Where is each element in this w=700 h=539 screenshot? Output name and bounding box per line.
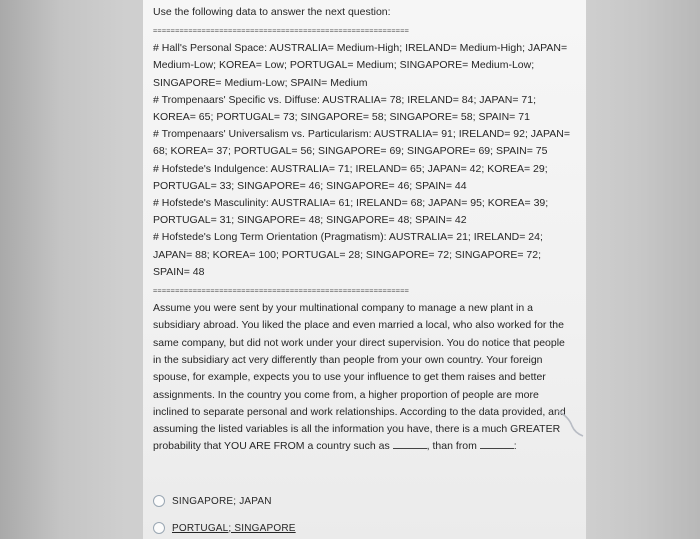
question-intro: Use the following data to answer the next question: — [153, 6, 391, 18]
data-line-hofstede-indulgence: # Hofstede's Indulgence: AUSTRALIA= 71; IRELAND= 65; JAPAN= 42; KOREA= 29; PORTUGAL= 33; SINGAPORE= 46; SINGAPORE= 46; SPAIN= 44 — [153, 162, 548, 192]
answer-blank-2 — [480, 438, 514, 449]
answer-option-1[interactable] — [153, 492, 574, 511]
answer-blank-1 — [393, 438, 427, 449]
radio-button-icon[interactable] — [153, 522, 165, 534]
answer-option-label: PORTUGAL; SINGAPORE — [172, 522, 296, 534]
scenario-text-part2: , than from — [426, 440, 477, 453]
separator-bottom: ========================================================== — [153, 287, 410, 296]
data-line-hofstede-masculinity: # Hofstede's Masculinity: AUSTRALIA= 61; IRELAND= 68; JAPAN= 95; KOREA= 39; PORTUGAL= 31; SINGAPORE= 48; SINGAPORE= 48; SPAIN= 42 — [153, 197, 549, 227]
separator-top: ========================================================== — [153, 27, 410, 36]
data-line-hall-personal-space: # Hall's Personal Space: AUSTRALIA= Medium-High; IRELAND= Medium-High; JAPAN= Medium-Low; KOREA= Low; PORTUGAL= Medium; SINGAPORE= Medium-Low; SINGAPORE= Medium-Low; SPAIN= Medium — [153, 42, 568, 89]
scenario-text-part1: Assume you were sent by your multinational company to manage a new plant in a subsidiary abroad. You liked the place and even married a local, who also worked for the same company, but did not work under your direct supervision. You do notice that people in the subsidiary act very differently than people from your own country. Your foreign spouse, for example, expects you to use your influence to get them raises and better assignments. In the country you come from, a higher proportion of people are more inclined to separate personal and work relationships. According to the data provided, and assuming the listed variables is all the information you have, there is a much GREATER probability that YOU ARE FROM a country such as — [153, 302, 566, 453]
answer-option-2[interactable] — [153, 519, 574, 538]
data-line-hofstede-long-term-orientation: # Hofstede's Long Term Orientation (Pragmatism): AUSTRALIA= 21; IRELAND= 24; JAPAN= 88; KOREA= 100; PORTUGAL= 28; SINGAPORE= 72; SINGAPORE= 72; SPAIN= 48 — [153, 231, 543, 278]
scenario-text-end: : — [513, 440, 517, 453]
answer-option-label: SINGAPORE; JAPAN — [172, 495, 272, 507]
scenario-text — [153, 300, 574, 456]
data-line-trompenaars-specific-diffuse: # Trompenaars' Specific vs. Diffuse: AUSTRALIA= 78; IRELAND= 84; JAPAN= 71; KOREA= 65; PORTUGAL= 73; SINGAPORE= 58; SINGAPORE= 58; SPAIN= 71 — [153, 93, 536, 124]
question-panel — [143, 0, 586, 539]
data-block — [153, 40, 574, 281]
answer-options — [153, 492, 574, 538]
pen-stroke-icon — [555, 408, 585, 438]
data-line-trompenaars-universalism: # Trompenaars' Universalism vs. Particularism: AUSTRALIA= 91; IRELAND= 92; JAPAN= 68; KOREA= 37; PORTUGAL= 56; SINGAPORE= 69; SINGAPORE= 69; SPAIN= 75 — [153, 128, 571, 158]
radio-button-icon[interactable] — [153, 495, 165, 507]
